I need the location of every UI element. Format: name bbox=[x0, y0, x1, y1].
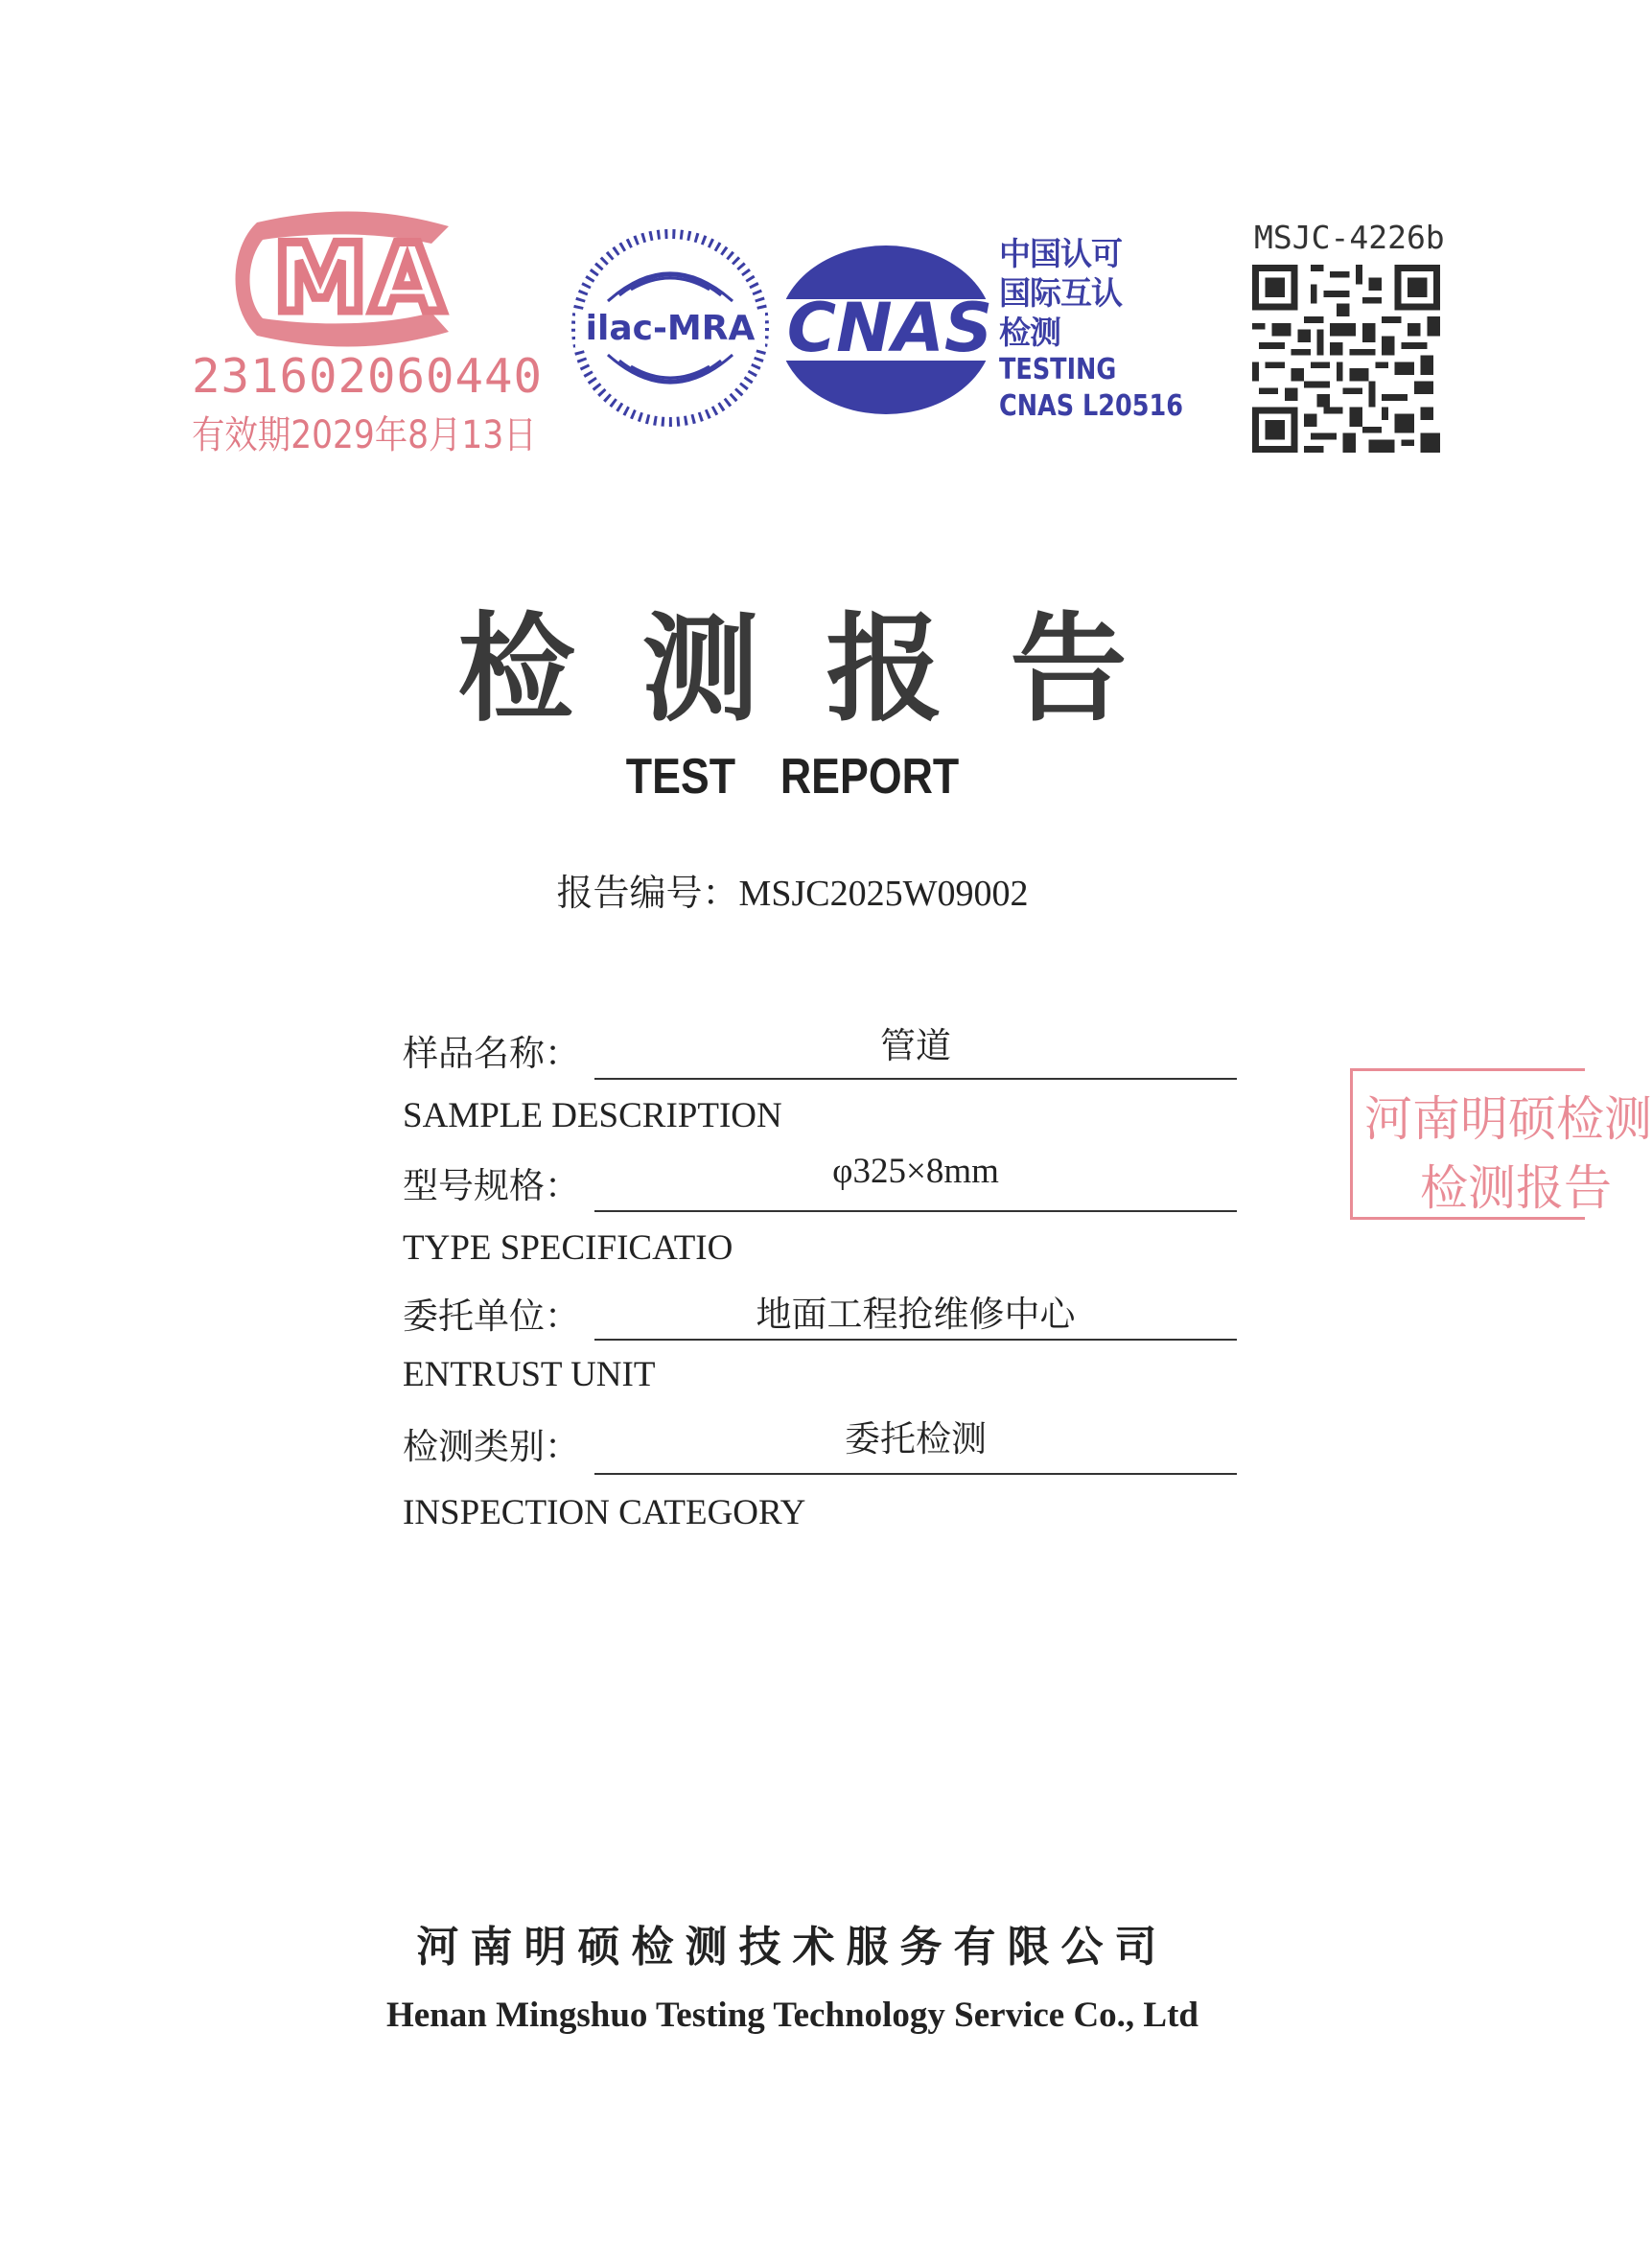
qr-code-icon bbox=[1252, 265, 1440, 453]
client-value: 地面工程抢维修中心 bbox=[756, 1294, 1076, 1335]
inspection-category-value: 委托检测 bbox=[845, 1418, 987, 1460]
model-spec-underline bbox=[594, 1210, 1237, 1212]
model-spec-label-en: TYPE SPECIFICATIO bbox=[403, 1228, 733, 1268]
model-spec-value: φ325×8mm bbox=[832, 1152, 999, 1191]
cma-validity: 有效期2029年8月13日 bbox=[192, 413, 537, 457]
svg-text:CNAS: CNAS bbox=[786, 289, 993, 367]
report-number: 报告编号：MSJC2025W09002 bbox=[556, 874, 1029, 914]
svg-text:MA: MA bbox=[273, 224, 448, 334]
cma-seal bbox=[192, 213, 544, 457]
sample-name-label-en: SAMPLE DESCRIPTION bbox=[403, 1096, 782, 1135]
ilac-mra-logo-icon bbox=[570, 226, 771, 430]
side-stamp-line-1: 河南明硕检测 bbox=[1364, 1091, 1652, 1147]
page-title: 检测报告 bbox=[457, 599, 1195, 737]
inspection-category-label-en: INSPECTION CATEGORY bbox=[403, 1493, 806, 1532]
inspection-category-label: 检测类别： bbox=[403, 1426, 580, 1467]
cnas-line-1: 中国认可 bbox=[999, 235, 1122, 272]
company-name-cn: 河南明硕检测技术服务有限公司 bbox=[416, 1923, 1169, 1972]
cnas-text-block bbox=[999, 235, 1184, 429]
sample-name-underline bbox=[594, 1078, 1237, 1080]
model-spec-label: 型号规格： bbox=[403, 1165, 580, 1206]
sample-name-label: 样品名称： bbox=[403, 1033, 580, 1074]
qr-code-label: MSJC-4226b bbox=[1254, 219, 1445, 256]
client-label-en: ENTRUST UNIT bbox=[403, 1355, 656, 1394]
side-seal-stamp bbox=[1350, 1068, 1652, 1220]
cnas-line-2: 国际互认 bbox=[999, 274, 1122, 312]
client-underline bbox=[594, 1339, 1237, 1341]
svg-text:ilac-MRA: ilac-MRA bbox=[585, 309, 756, 348]
cma-number: 231602060440 bbox=[192, 349, 544, 404]
cnas-testing: TESTING bbox=[999, 353, 1117, 386]
sample-name-value: 管道 bbox=[880, 1025, 951, 1066]
client-label: 委托单位： bbox=[403, 1296, 580, 1337]
cnas-number: CNAS L20516 bbox=[999, 389, 1184, 423]
cnas-logo-icon bbox=[773, 242, 1008, 418]
company-name-en: Henan Mingshuo Testing Technology Service Co., Ltd bbox=[385, 1996, 1199, 2035]
page-title-en: TEST REPORT bbox=[625, 749, 960, 805]
inspection-category-underline bbox=[594, 1473, 1237, 1475]
cnas-line-3: 检测 bbox=[999, 314, 1060, 351]
side-stamp-line-2: 检测报告 bbox=[1420, 1160, 1612, 1216]
cma-logo-icon bbox=[219, 213, 470, 345]
